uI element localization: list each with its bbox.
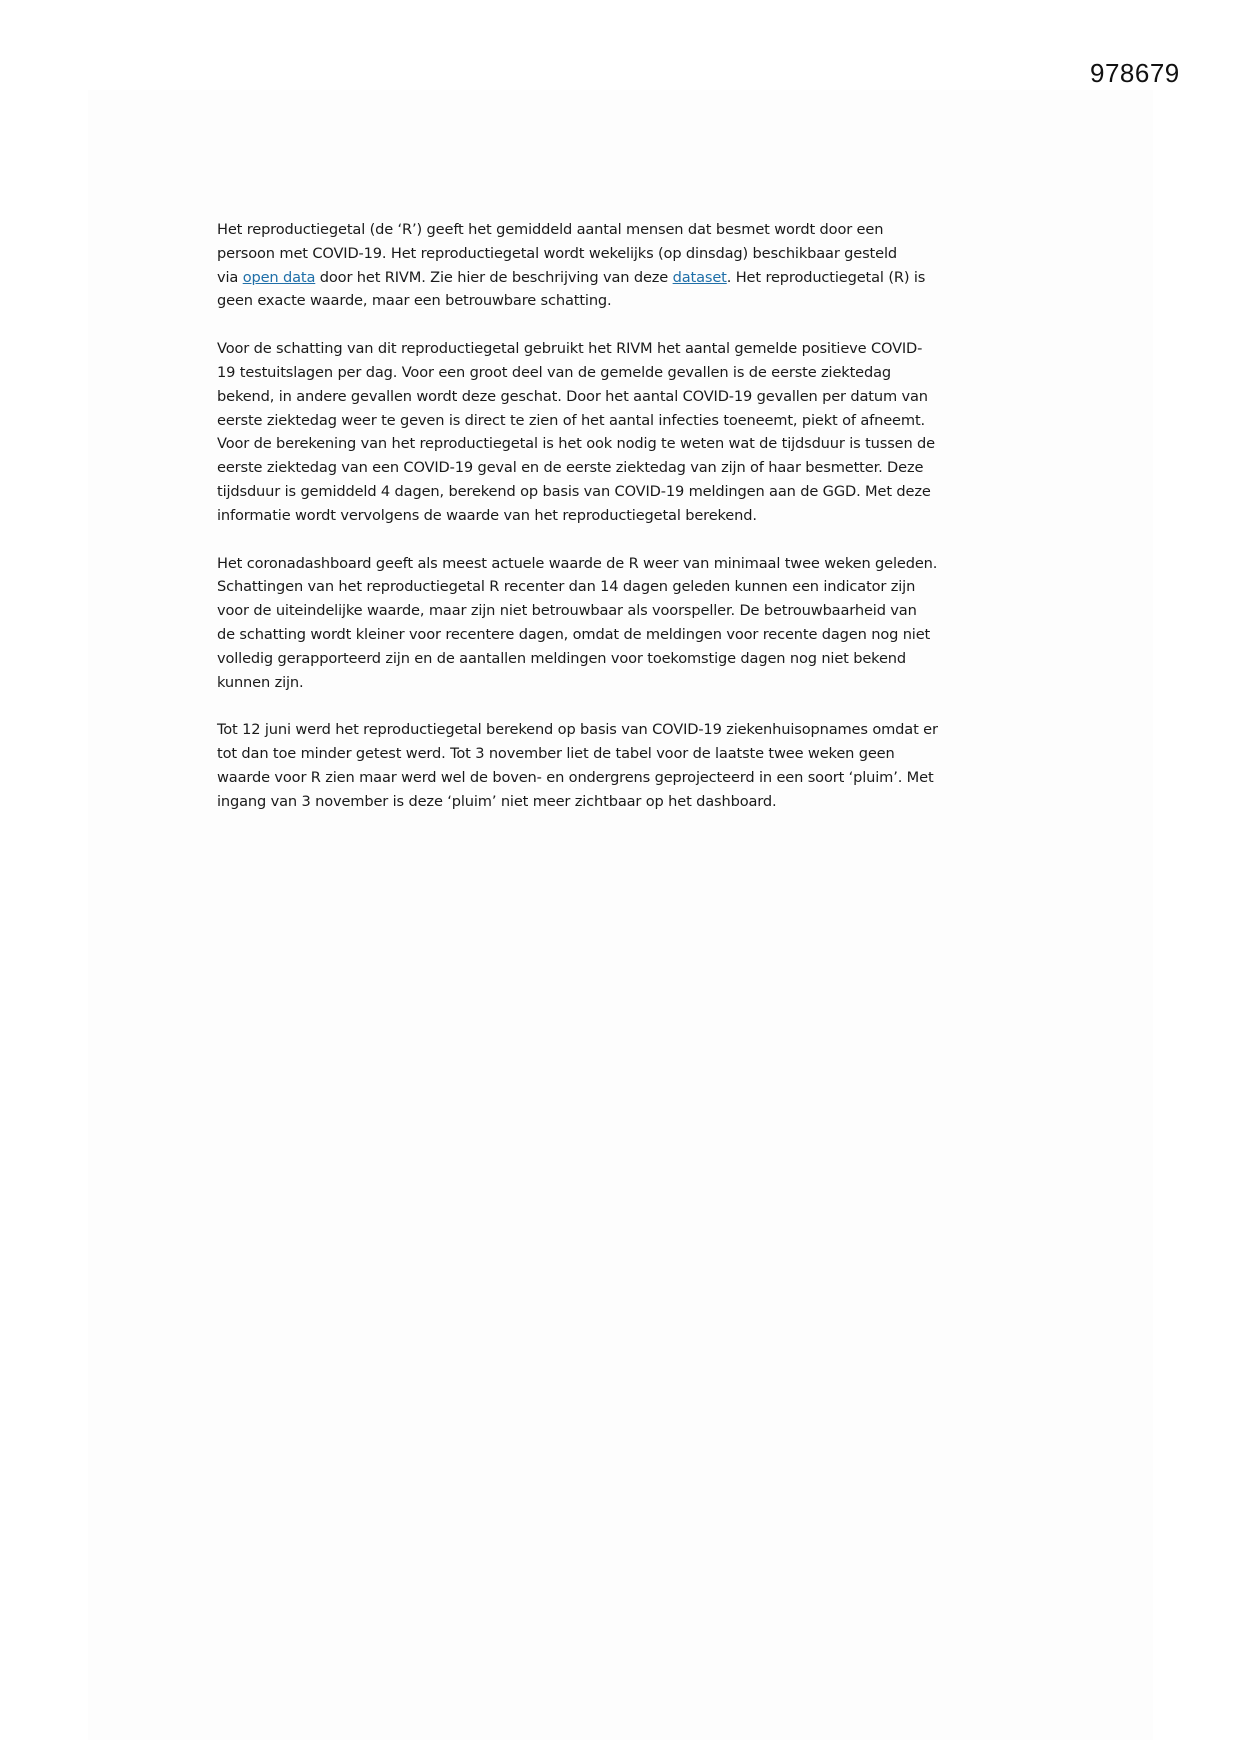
text-line: de schatting wordt kleiner voor recentere dagen, omdat de meldingen voor recente dagen nog niet bbox=[217, 625, 931, 643]
text-line: eerste ziektedag weer te geven is direct te zien of het aantal infecties toeneemt, piekt of afneemt. bbox=[217, 411, 926, 429]
paragraph-methodology bbox=[217, 337, 1037, 527]
text-line: Het coronadashboard geeft als meest actuele waarde de R weer van minimaal twee weken geleden. bbox=[217, 554, 938, 572]
document-number: 978679 bbox=[1090, 58, 1180, 88]
text-line: voor de uiteindelijke waarde, maar zijn niet betrouwbaar als voorspeller. De betrouwbaarheid van bbox=[217, 602, 917, 620]
text-segment: via bbox=[217, 268, 243, 286]
text-line: kunnen zijn. bbox=[217, 673, 304, 691]
text-line: tijdsduur is gemiddeld 4 dagen, berekend op basis van COVID-19 meldingen aan de GGD. Met deze bbox=[217, 482, 931, 500]
document-body bbox=[217, 218, 1037, 838]
text-line: volledig gerapporteerd zijn en de aantallen meldingen voor toekomstige dagen nog niet bekend bbox=[217, 649, 906, 667]
text-segment: door het RIVM. Zie hier de beschrijving van deze bbox=[315, 268, 673, 286]
text-line: Tot 12 juni werd het reproductiegetal berekend op basis van COVID-19 ziekenhuisopnames omdat er bbox=[217, 721, 938, 739]
text-line: 19 testuitslagen per dag. Voor een groot deel van de gemelde gevallen is de eerste ziektedag bbox=[217, 363, 892, 381]
text-segment: . Het reproductiegetal (R) is bbox=[726, 268, 926, 286]
text-line: Voor de berekening van het reproductiegetal is het ook nodig te weten wat de tijdsduur is tussen de bbox=[217, 435, 936, 453]
text-line: bekend, in andere gevallen wordt deze geschat. Door het aantal COVID-19 gevallen per datum van bbox=[217, 387, 928, 405]
open-data-link[interactable]: open data bbox=[242, 268, 316, 286]
text-line: Voor de schatting van dit reproductiegetal gebruikt het RIVM het aantal gemelde positieve COVID- bbox=[217, 340, 923, 358]
text-line: eerste ziektedag van een COVID-19 geval en de eerste ziektedag van zijn of haar besmetter. Deze bbox=[217, 459, 924, 477]
text-line bbox=[217, 266, 1037, 290]
text-line: tot dan toe minder getest werd. Tot 3 november liet de tabel voor de laatste twee weken geen bbox=[217, 745, 895, 763]
dataset-link[interactable]: dataset bbox=[672, 268, 727, 286]
paragraph-history bbox=[217, 718, 1037, 813]
text-line: waarde voor R zien maar werd wel de boven- en ondergrens geprojecteerd in een soort ‘pluim’. Met bbox=[217, 768, 934, 786]
text-line: persoon met COVID-19. Het reproductiegetal wordt wekelijks (op dinsdag) beschikbaar gesteld bbox=[217, 244, 897, 262]
text-line: Het reproductiegetal (de ‘R’) geeft het gemiddeld aantal mensen dat besmet wordt door een bbox=[217, 221, 884, 238]
text-line: ingang van 3 november is deze ‘pluim’ niet meer zichtbaar op het dashboard. bbox=[217, 792, 777, 810]
paragraph-dashboard bbox=[217, 552, 1037, 695]
paragraph-intro bbox=[217, 218, 1037, 313]
text-line: Schattingen van het reproductiegetal R recenter dan 14 dagen geleden kunnen een indicator zijn bbox=[217, 578, 916, 596]
text-line: geen exacte waarde, maar een betrouwbare schatting. bbox=[217, 292, 612, 310]
text-line: informatie wordt vervolgens de waarde van het reproductiegetal berekend. bbox=[217, 506, 757, 524]
